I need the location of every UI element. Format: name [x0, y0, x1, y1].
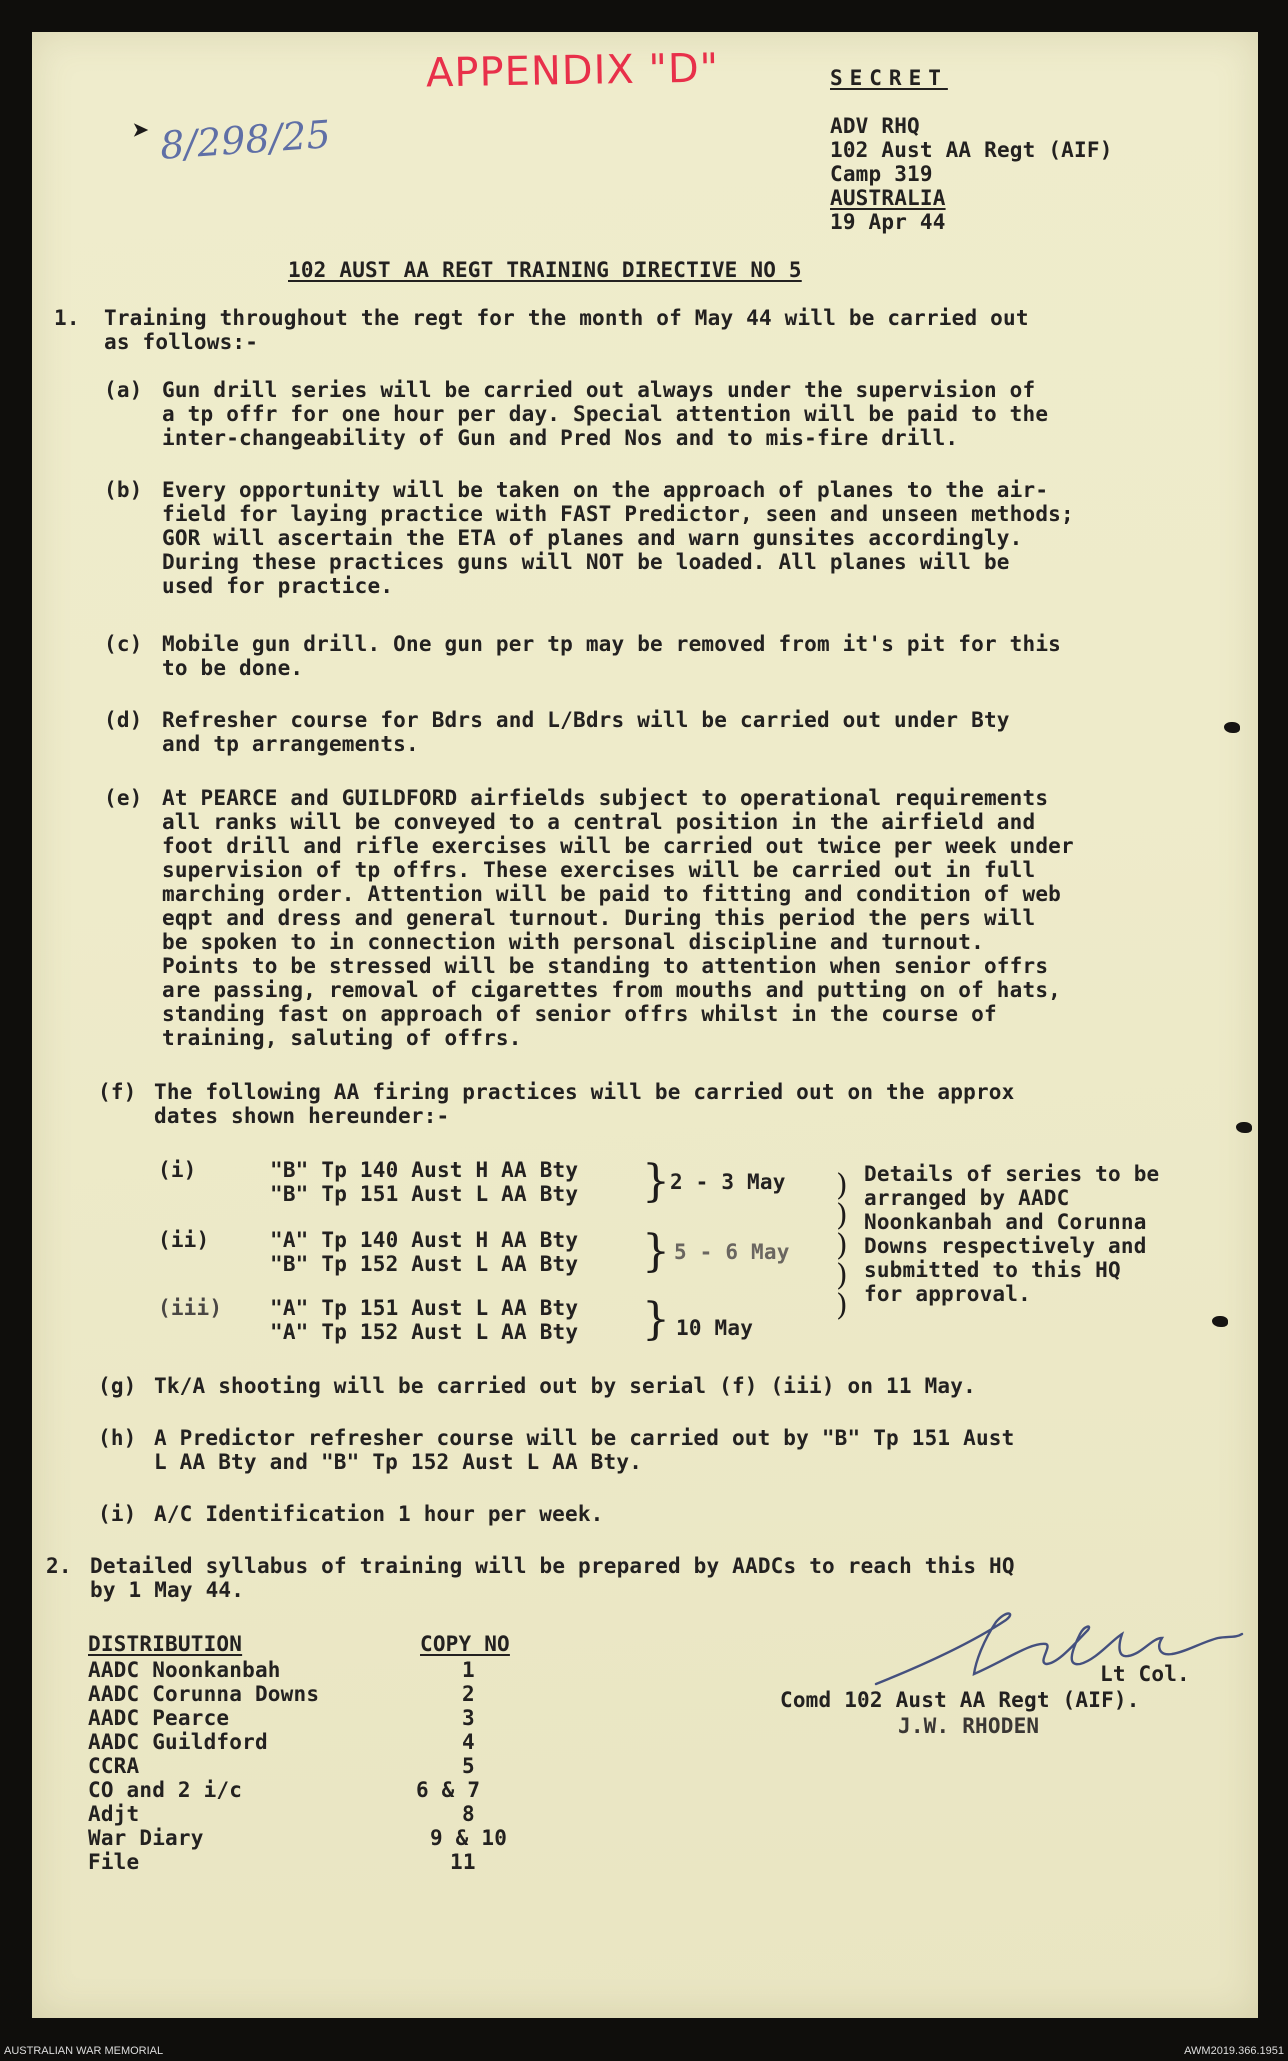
brace-mark: } [642, 1226, 670, 1277]
arrow-mark-icon: ➤ [132, 114, 151, 149]
signatory-name: J.W. RHODEN [898, 1714, 1040, 1738]
item-a-line: inter-changeability of Gun and Pred Nos and to mis-fire drill. [162, 426, 959, 450]
brace-mark: ) [836, 1168, 848, 1203]
serial-number: (iii) [158, 1296, 223, 1320]
serial-date: 2 - 3 May [670, 1170, 786, 1194]
footer-accession: AWM2019.366.1951 [1184, 2045, 1284, 2057]
item-h-line: L AA Bty and "B" Tp 152 Aust L AA Bty. [154, 1450, 643, 1474]
item-a-label: (a) [104, 378, 143, 402]
item-b-line: field for laying practice with FAST Predictor, seen and unseen methods; [162, 502, 1074, 526]
item-d-label: (d) [104, 708, 143, 732]
distribution-copy: 3 [462, 1706, 475, 1730]
serial-unit: "B" Tp 151 Aust L AA Bty [270, 1182, 579, 1206]
hq-line-4: AUSTRALIA [830, 186, 946, 210]
distribution-name: Adjt [88, 1802, 140, 1826]
distribution-name: CCRA [88, 1754, 140, 1778]
item-e-line: marching order. Attention will be paid to fitting and condition of web [162, 882, 1062, 906]
item-d-line: and tp arrangements. [162, 732, 419, 756]
appendix-stamp: APPENDIX "D" [425, 45, 720, 97]
item-d-line: Refresher course for Bdrs and L/Bdrs will be carried out under Bty [162, 708, 1010, 732]
brace-mark: ) [836, 1288, 848, 1323]
distribution-copy: 9 & 10 [430, 1826, 508, 1850]
distribution-copy: 1 [462, 1658, 475, 1682]
item-i-label: (i) [98, 1502, 137, 1526]
punch-hole [1224, 722, 1240, 733]
item-b-line: GOR will ascertain the ETA of planes and warn gunsites accordingly. [162, 526, 1023, 550]
distribution-copy: 8 [462, 1802, 475, 1826]
item-f-line: The following AA firing practices will be carried out on the approx [154, 1080, 1015, 1104]
distribution-copy: 4 [462, 1730, 475, 1754]
serial-unit: "A" Tp 152 Aust L AA Bty [270, 1320, 579, 1344]
item-h-label: (h) [98, 1426, 137, 1450]
series-note: Downs respectively and [864, 1234, 1147, 1258]
item-e-line: At PEARCE and GUILDFORD airfields subject to operational requirements [162, 786, 1049, 810]
signatory-rank: Lt Col. [1100, 1662, 1190, 1686]
item-e-line: eqpt and dress and general turnout. During this period the pers will [162, 906, 1036, 930]
footer-credit: AUSTRALIAN WAR MEMORIAL [4, 2045, 164, 2057]
para-1-number: 1. [54, 306, 80, 330]
item-e-line: foot drill and rifle exercises will be carried out twice per week under [162, 834, 1074, 858]
item-b-line: Every opportunity will be taken on the approach of planes to the air- [162, 478, 1049, 502]
document-page [32, 32, 1258, 2018]
item-a-line: a tp offr for one hour per day. Special attention will be paid to the [162, 402, 1049, 426]
item-b-line: During these practices guns will NOT be loaded. All planes will be [162, 550, 1010, 574]
item-f-label: (f) [98, 1080, 137, 1104]
hq-line-3: Camp 319 [830, 162, 933, 186]
distribution-name: AADC Pearce [88, 1706, 230, 1730]
para-2-line: by 1 May 44. [90, 1578, 245, 1602]
serial-date: 10 May [676, 1316, 754, 1340]
item-f-line: dates shown hereunder:- [154, 1104, 450, 1128]
hq-date: 19 Apr 44 [830, 210, 946, 234]
item-e-line: Points to be stressed will be standing to attention when senior offrs [162, 954, 1049, 978]
para-1-line: as follows:- [104, 330, 259, 354]
classification: SECRET [830, 66, 948, 90]
file-reference: 8/298/25 [158, 112, 332, 168]
distribution-name: AADC Corunna Downs [88, 1682, 320, 1706]
item-h-line: A Predictor refresher course will be carried out by "B" Tp 151 Aust [154, 1426, 1015, 1450]
distribution-name: War Diary [88, 1826, 204, 1850]
punch-hole [1236, 1122, 1252, 1133]
punch-hole [1212, 1316, 1228, 1327]
signatory-appointment: Comd 102 Aust AA Regt (AIF). [780, 1688, 1140, 1712]
series-note: arranged by AADC [864, 1186, 1070, 1210]
item-b-label: (b) [104, 478, 143, 502]
item-e-label: (e) [104, 786, 143, 810]
item-b-line: used for practice. [162, 574, 394, 598]
item-e-line: are passing, removal of cigarettes from mouths and putting on of hats, [162, 978, 1062, 1002]
distribution-name: AADC Noonkanbah [88, 1658, 281, 1682]
copy-number-header: COPY NO [420, 1632, 510, 1656]
item-c-label: (c) [104, 632, 143, 656]
distribution-header: DISTRIBUTION [88, 1632, 243, 1656]
serial-number: (ii) [158, 1228, 210, 1252]
item-e-line: standing fast on approach of senior offrs whilst in the course of [162, 1002, 997, 1026]
item-e-line: all ranks will be conveyed to a central position in the airfield and [162, 810, 1036, 834]
item-e-line: be spoken to in connection with personal discipline and turnout. [162, 930, 984, 954]
distribution-name: CO and 2 i/c [88, 1778, 243, 1802]
serial-unit: "B" Tp 152 Aust L AA Bty [270, 1252, 579, 1276]
item-c-line: Mobile gun drill. One gun per tp may be removed from it's pit for this [162, 632, 1062, 656]
serial-unit: "B" Tp 140 Aust H AA Bty [270, 1158, 579, 1182]
serial-unit: "A" Tp 140 Aust H AA Bty [270, 1228, 579, 1252]
brace-mark: ) [836, 1258, 848, 1293]
distribution-copy: 11 [450, 1850, 476, 1874]
brace-mark: } [642, 1156, 670, 1207]
series-note: submitted to this HQ [864, 1258, 1121, 1282]
item-g-label: (g) [98, 1374, 137, 1398]
para-2-line: Detailed syllabus of training will be prepared by AADCs to reach this HQ [90, 1554, 1015, 1578]
serial-date: 5 - 6 May [674, 1240, 790, 1264]
series-note: for approval. [864, 1282, 1031, 1306]
page-title: 102 AUST AA REGT TRAINING DIRECTIVE NO 5 [288, 258, 802, 282]
hq-line-2: 102 Aust AA Regt (AIF) [830, 138, 1113, 162]
para-2-number: 2. [46, 1554, 72, 1578]
item-e-line: supervision of tp offrs. These exercises will be carried out in full [162, 858, 1036, 882]
brace-mark: ) [836, 1228, 848, 1263]
item-e-line: training, saluting of offrs. [162, 1026, 522, 1050]
signature [856, 1600, 1266, 1700]
distribution-copy: 6 & 7 [416, 1778, 481, 1802]
serial-number: (i) [158, 1158, 197, 1182]
brace-mark: } [642, 1294, 670, 1345]
series-note: Details of series to be [864, 1162, 1160, 1186]
item-g-line: Tk/A shooting will be carried out by serial (f) (iii) on 11 May. [154, 1374, 976, 1398]
distribution-name: File [88, 1850, 140, 1874]
item-c-line: to be done. [162, 656, 304, 680]
hq-line-1: ADV RHQ [830, 114, 920, 138]
brace-mark: ) [836, 1198, 848, 1233]
item-i-line: A/C Identification 1 hour per week. [154, 1502, 604, 1526]
serial-unit: "A" Tp 151 Aust L AA Bty [270, 1296, 579, 1320]
series-note: Noonkanbah and Corunna [864, 1210, 1147, 1234]
item-a-line: Gun drill series will be carried out always under the supervision of [162, 378, 1036, 402]
distribution-name: AADC Guildford [88, 1730, 268, 1754]
para-1-line: Training throughout the regt for the month of May 44 will be carried out [104, 306, 1029, 330]
distribution-copy: 2 [462, 1682, 475, 1706]
distribution-copy: 5 [462, 1754, 475, 1778]
